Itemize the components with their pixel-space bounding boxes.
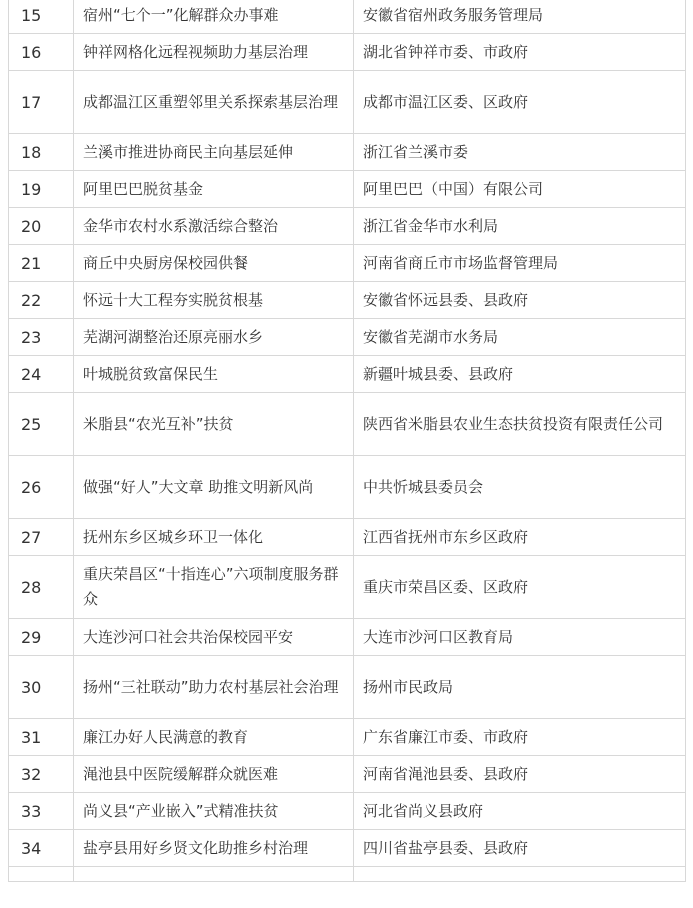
case-name: 阿里巴巴脱贫基金: [74, 171, 354, 208]
row-number: 26: [9, 456, 74, 519]
case-name: 怀远十大工程夯实脱贫根基: [74, 282, 354, 319]
case-name: 宿州“七个一”化解群众办事难: [74, 0, 354, 34]
table-row: [9, 756, 686, 793]
case-name: 渑池县中医院缓解群众就医难: [74, 756, 354, 793]
cut-off-cell: [354, 867, 686, 882]
case-organization: 河南省渑池县委、县政府: [354, 756, 686, 793]
case-name: 叶城脱贫致富保民生: [74, 356, 354, 393]
table-row: [9, 556, 686, 619]
case-organization: 湖北省钟祥市委、市政府: [354, 34, 686, 71]
case-organization: 安徽省芜湖市水务局: [354, 319, 686, 356]
case-organization: 陕西省米脂县农业生态扶贫投资有限责任公司: [354, 393, 686, 456]
row-number: 15: [9, 0, 74, 34]
case-name: 钟祥网格化远程视频助力基层治理: [74, 34, 354, 71]
case-organization: 重庆市荣昌区委、区政府: [354, 556, 686, 619]
case-name: 廉江办好人民满意的教育: [74, 719, 354, 756]
row-number: 19: [9, 171, 74, 208]
table-row: [9, 71, 686, 134]
case-name: 扬州“三社联动”助力农村基层社会治理: [74, 656, 354, 719]
case-organization: 安徽省宿州政务服务管理局: [354, 0, 686, 34]
table-row: [9, 171, 686, 208]
row-number: 25: [9, 393, 74, 456]
case-organization: 成都市温江区委、区政府: [354, 71, 686, 134]
case-organization: 广东省廉江市委、市政府: [354, 719, 686, 756]
case-name: 尚义县“产业嵌入”式精准扶贫: [74, 793, 354, 830]
case-name: 商丘中央厨房保校园供餐: [74, 245, 354, 282]
row-number: 30: [9, 656, 74, 719]
case-organization: 中共忻城县委员会: [354, 456, 686, 519]
table-row: [9, 619, 686, 656]
row-number: 18: [9, 134, 74, 171]
table-row: [9, 793, 686, 830]
case-organization: 浙江省金华市水利局: [354, 208, 686, 245]
cut-off-cell: [74, 867, 354, 882]
row-number: 20: [9, 208, 74, 245]
case-name: 芜湖河湖整治还原亮丽水乡: [74, 319, 354, 356]
row-number: 23: [9, 319, 74, 356]
table-row-partial: [9, 867, 686, 882]
table-row: [9, 830, 686, 867]
row-number: 28: [9, 556, 74, 619]
case-organization: 四川省盐亭县委、县政府: [354, 830, 686, 867]
table-row: [9, 282, 686, 319]
table-row: [9, 456, 686, 519]
cases-table: [8, 0, 686, 882]
case-organization: 安徽省怀远县委、县政府: [354, 282, 686, 319]
row-number: 31: [9, 719, 74, 756]
case-organization: 新疆叶城县委、县政府: [354, 356, 686, 393]
row-number: 33: [9, 793, 74, 830]
row-number: 29: [9, 619, 74, 656]
case-organization: 扬州市民政局: [354, 656, 686, 719]
cases-table-body: [9, 0, 686, 882]
case-organization: 阿里巴巴（中国）有限公司: [354, 171, 686, 208]
row-number: 32: [9, 756, 74, 793]
case-name: 重庆荣昌区“十指连心”六项制度服务群众: [74, 556, 354, 619]
table-row: [9, 208, 686, 245]
table-row: [9, 319, 686, 356]
cut-off-cell: [9, 867, 74, 882]
case-organization: 江西省抚州市东乡区政府: [354, 519, 686, 556]
case-organization: 浙江省兰溪市委: [354, 134, 686, 171]
table-row: [9, 356, 686, 393]
table-row: [9, 719, 686, 756]
case-name: 盐亭县用好乡贤文化助推乡村治理: [74, 830, 354, 867]
table-row: [9, 393, 686, 456]
case-organization: 河南省商丘市市场监督管理局: [354, 245, 686, 282]
row-number: 34: [9, 830, 74, 867]
table-row: [9, 134, 686, 171]
case-name: 成都温江区重塑邻里关系探索基层治理: [74, 71, 354, 134]
case-organization: 大连市沙河口区教育局: [354, 619, 686, 656]
table-row: [9, 34, 686, 71]
case-name: 抚州东乡区城乡环卫一体化: [74, 519, 354, 556]
case-name: 兰溪市推进协商民主向基层延伸: [74, 134, 354, 171]
case-name: 大连沙河口社会共治保校园平安: [74, 619, 354, 656]
row-number: 27: [9, 519, 74, 556]
row-number: 17: [9, 71, 74, 134]
row-number: 21: [9, 245, 74, 282]
row-number: 22: [9, 282, 74, 319]
row-number: 16: [9, 34, 74, 71]
table-row: [9, 245, 686, 282]
table-row: [9, 656, 686, 719]
row-number: 24: [9, 356, 74, 393]
table-row: [9, 0, 686, 34]
case-name: 金华市农村水系激活综合整治: [74, 208, 354, 245]
case-name: 做强“好人”大文章 助推文明新风尚: [74, 456, 354, 519]
table-row: [9, 519, 686, 556]
case-organization: 河北省尚义县政府: [354, 793, 686, 830]
case-name: 米脂县“农光互补”扶贫: [74, 393, 354, 456]
